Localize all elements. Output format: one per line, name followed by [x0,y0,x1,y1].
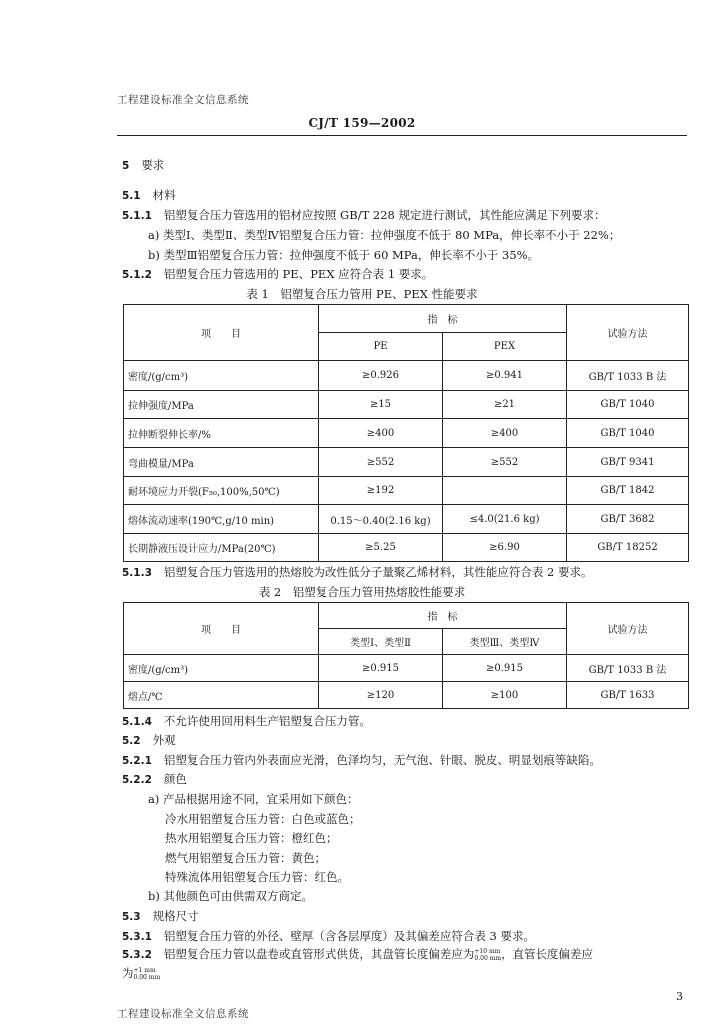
table-cell-method: GB/T 1040 [567,391,689,419]
clause-number: 5.1.4 [122,716,152,728]
table-row [124,682,689,709]
table-cell-pex: ≥21 [443,391,567,419]
clause-number: 5.3.1 [122,931,152,943]
clause-5-1-1-a: a) 类型Ⅰ、类型Ⅱ、类型Ⅳ铝塑复合压力管：拉伸强度不低于 80 MPa，伸长率不小于 22%； [148,228,621,242]
clause-text: 为 [122,966,134,980]
section-5-heading [122,158,164,173]
clause-number: 5.2.2 [122,774,152,786]
table-1-header-item: 项 目 [124,305,319,361]
clause-5-3-2-continued [122,966,160,981]
table-cell-type12: ≥120 [319,682,443,709]
clause-5-2-2-b: b) 其他颜色可由供需双方商定。 [148,889,314,903]
table-cell-method: GB/T 1040 [567,419,689,448]
table-row [124,419,689,448]
table-cell-item: 拉伸强度/MPa [124,391,319,419]
clause-5-1-2 [122,267,433,282]
table-cell-pe: 0.15～0.40(2.16 kg) [319,505,443,534]
table-2-caption: 表 2 铝塑复合压力管用热熔胶性能要求 [258,585,466,599]
clause-text: 铝塑复合压力管以盘卷或直管形式供货，其盘管长度偏差应为 [163,947,475,961]
system-watermark-bottom: 工程建设标准全文信息系统 [117,1008,249,1020]
coil-length-tolerance: +10 mm 0.00 mm [474,948,502,962]
table-cell-pex: ≥400 [443,419,567,448]
section-title: 材料 [152,188,176,202]
color-item: 特殊流体用铝塑复合压力管：红色。 [165,870,349,884]
clause-text: 铝塑复合压力管选用的铝材应按照 GB/T 228 规定进行测试，其性能应满足下列要求： [163,208,606,222]
clause-5-1-4 [122,714,371,729]
standard-number: CJ/T 159—2002 [308,116,416,130]
clause-text: 铝塑复合压力管内外表面应光滑，色泽均匀，无气泡、针眼、脱皮、明显划痕等缺陷。 [163,753,601,767]
section-title: 规格尺寸 [152,909,199,923]
table-cell-pex: ≤4.0(21.6 kg) [443,505,567,534]
table-cell-type34: ≥100 [443,682,567,709]
table-row [124,655,689,682]
table-cell-pe: ≥400 [319,419,443,448]
table-cell-method: GB/T 1033 B 法 [567,361,689,391]
clause-text-continued: ，直管长度偏差应 [501,947,594,961]
table-cell-method: GB/T 3682 [567,505,689,534]
clause-5-2-2 [122,772,187,787]
table-cell-pex [443,477,567,505]
clause-text: 铝塑复合压力管选用的热熔胶为改性低分子量聚乙烯材料，其性能应符合表 2 要求。 [163,565,593,579]
table-2-header-method: 试验方法 [567,603,689,655]
table-cell-pe: ≥192 [319,477,443,505]
clause-text: 颜色 [163,772,187,786]
clause-number: 5.3.2 [122,949,152,961]
section-5-1-heading [122,188,176,203]
table-cell-item: 弯曲模量/MPa [124,448,319,477]
table-2-header-type34: 类型Ⅲ、类型Ⅳ [443,629,567,655]
table-cell-item: 熔点/℃ [124,682,319,709]
table-cell-pe: ≥5.25 [319,534,443,562]
clause-number: 5.1.1 [122,210,152,222]
table-cell-pe: ≥15 [319,391,443,419]
section-title: 外观 [152,733,176,747]
table-cell-item: 长期静液压设计应力/MPa(20℃) [124,534,319,562]
table-cell-method: GB/T 1842 [567,477,689,505]
table-row [124,505,689,534]
table-cell-method: GB/T 18252 [567,534,689,562]
clause-text: 不允许使用回用料生产铝塑复合压力管。 [163,714,371,728]
clause-5-1-1-b: b) 类型Ⅲ铝塑复合压力管：拉伸强度不低于 60 MPa，伸长率不小于 35%。 [148,248,540,262]
table-row [124,391,689,419]
section-number: 5 [122,160,130,172]
clause-5-1-1 [122,208,606,223]
section-5-3-heading [122,909,199,924]
section-number: 5.1 [122,190,141,202]
page-number: 3 [676,990,683,1003]
straight-length-tolerance: +1 mm 0.00 mm [133,967,161,981]
table-cell-method: GB/T 1633 [567,682,689,709]
section-number: 5.3 [122,911,141,923]
system-watermark-top: 工程建设标准全文信息系统 [117,94,249,106]
section-number: 5.2 [122,735,141,747]
clause-number: 5.1.3 [122,567,152,579]
table-1-header-pe: PE [319,333,443,361]
clause-text: 铝塑复合压力管选用的 PE、PEX 应符合表 1 要求。 [163,267,434,281]
table-cell-item: 密度/(g/cm³) [124,655,319,682]
table-cell-method: GB/T 1033 B 法 [567,655,689,682]
table-cell-pe: ≥552 [319,448,443,477]
table-cell-item: 熔体流动速率(190℃,g/10 min) [124,505,319,534]
header-rule [117,135,687,136]
clause-5-2-1 [122,753,601,768]
table-cell-item: 拉伸断裂伸长率/% [124,419,319,448]
color-item: 燃气用铝塑复合压力管：黄色； [165,851,326,865]
section-5-2-heading [122,733,176,748]
section-title: 要求 [141,158,165,172]
table-2 [123,602,689,709]
table-1-header-index: 指 标 [319,305,567,333]
table-cell-item: 耐环境应力开裂(F₅₀,100%,50℃) [124,477,319,505]
clause-5-3-2 [122,947,593,962]
table-cell-type12: ≥0.915 [319,655,443,682]
table-2-header-index: 指 标 [319,603,567,629]
clause-text: 铝塑复合压力管的外径、壁厚（含各层厚度）及其偏差应符合表 3 要求。 [163,929,536,943]
table-2-header-type12: 类型Ⅰ、类型Ⅱ [319,629,443,655]
table-cell-item: 密度/(g/cm³) [124,361,319,391]
table-1 [123,304,689,562]
table-row [124,477,689,505]
table-cell-pe: ≥0.926 [319,361,443,391]
color-item: 热水用铝塑复合压力管：橙红色； [165,831,338,845]
table-1-caption: 表 1 铝塑复合压力管用 PE、PEX 性能要求 [246,287,478,301]
table-row [124,361,689,391]
color-item: 冷水用铝塑复合压力管：白色或蓝色； [165,812,361,826]
clause-5-1-3 [122,565,593,580]
table-row [124,448,689,477]
table-2-header-item: 项 目 [124,603,319,655]
table-1-header-pex: PEX [443,333,567,361]
table-1-header-method: 试验方法 [567,305,689,361]
table-cell-pex: ≥552 [443,448,567,477]
clause-5-2-2-a: a) 产品根据用途不同，宜采用如下颜色： [148,792,359,806]
table-cell-method: GB/T 9341 [567,448,689,477]
clause-number: 5.1.2 [122,269,152,281]
clause-number: 5.2.1 [122,755,152,767]
table-cell-pex: ≥6.90 [443,534,567,562]
table-row [124,534,689,562]
clause-5-3-1 [122,929,535,944]
table-cell-pex: ≥0.941 [443,361,567,391]
table-cell-type34: ≥0.915 [443,655,567,682]
